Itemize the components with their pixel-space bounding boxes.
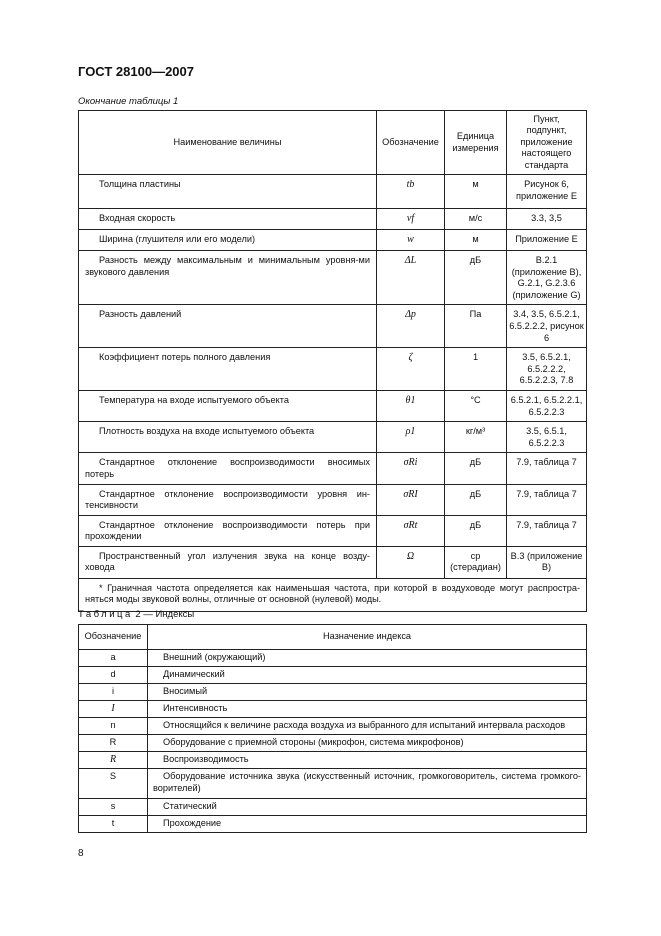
quantity-name: Коэффициент потерь полного давления: [99, 352, 271, 363]
table-row: [79, 799, 587, 816]
quantity-ref: 3.4, 3.5, 6.5.2.1, 6.5.2.2.2, рисунок 6: [507, 305, 587, 348]
index-meaning-cell: [148, 769, 587, 799]
table-header-row: [79, 111, 587, 175]
index-meaning: Интенсивность: [163, 703, 228, 713]
quantity-name-cell: [79, 348, 377, 391]
index-symbol: S: [79, 769, 148, 799]
quantity-name: Разность давлений: [99, 309, 182, 320]
quantity-ref: 7.9, таблица 7: [507, 453, 587, 484]
quantity-symbol: tb: [377, 175, 445, 209]
table-row: [79, 484, 587, 515]
quantity-ref: 6.5.2.1, 6.5.2.2.1, 6.5.2.2.3: [507, 390, 587, 421]
table-row: [79, 816, 587, 833]
table-row: [79, 175, 587, 209]
quantity-ref: В.3 (приложение В): [507, 546, 587, 578]
index-symbol: s: [79, 799, 148, 816]
table-row: [79, 752, 587, 769]
index-symbol: a: [79, 650, 148, 667]
quantity-unit: дБ: [445, 251, 507, 305]
quantity-name-cell: [79, 515, 377, 546]
quantity-name: Входная скорость: [99, 213, 176, 223]
quantity-name-cell: [79, 230, 377, 251]
quantity-symbol: θ1: [377, 390, 445, 421]
header-symbol: Обозначение: [377, 111, 445, 175]
index-symbol: n: [79, 718, 148, 735]
index-meaning-cell: [148, 718, 587, 735]
header-meaning: Назначение индекса: [148, 625, 587, 650]
index-meaning-cell: [148, 735, 587, 752]
quantity-ref: 3.3, 3,5: [507, 209, 587, 230]
quantity-name: Пространственный угол излучения звука на конце возду-ховода: [85, 550, 370, 573]
quantity-symbol: ζ: [377, 348, 445, 391]
quantity-symbol: w: [377, 230, 445, 251]
quantity-ref: 7.9, таблица 7: [507, 515, 587, 546]
quantity-name-cell: [79, 422, 377, 453]
header-ref: Пункт, подпункт, приложение настоящего стандарта: [507, 111, 587, 175]
footnote-text: * Граничная частота определяется как наименьшая частота, при которой в воздуховоде могут распростра-няться моды звуковой волны, отличные от основной (нулевой) моды.: [85, 582, 580, 605]
table-row: [79, 209, 587, 230]
quantity-unit: м: [445, 230, 507, 251]
quantity-symbol: Δp: [377, 305, 445, 348]
index-symbol: i: [79, 684, 148, 701]
quantity-unit: м: [445, 175, 507, 209]
quantity-name: Разность между максимальным и минимальным уровня-ми звукового давления: [85, 255, 370, 277]
table-row: [79, 769, 587, 799]
table-row: [79, 650, 587, 667]
index-meaning-cell: [148, 799, 587, 816]
quantity-name-cell: [79, 251, 377, 305]
index-meaning: Внешний (окружающий): [163, 652, 266, 662]
quantity-name: Ширина (глушителя или его модели): [99, 234, 256, 244]
table-row: [79, 422, 587, 453]
index-meaning-cell: [148, 701, 587, 718]
quantity-name-cell: [79, 305, 377, 348]
quantity-symbol: σRt: [377, 515, 445, 546]
index-symbol: R: [79, 735, 148, 752]
footnote-row: [79, 578, 587, 611]
index-meaning: Оборудование с приемной стороны (микрофон, система микрофонов): [163, 737, 464, 747]
index-meaning: Прохождение: [163, 818, 222, 828]
quantity-ref: 7.9, таблица 7: [507, 484, 587, 515]
quantity-name: Стандартное отклонение воспроизводимости вносимых потерь: [85, 457, 370, 479]
quantity-ref: Приложение Е: [507, 230, 587, 251]
indices-table: [78, 624, 587, 833]
header-name: Наименование величины: [79, 111, 377, 175]
quantity-name-cell: [79, 175, 377, 209]
index-meaning: Статический: [163, 801, 217, 811]
index-meaning: Воспроизводимость: [163, 754, 249, 764]
table2-caption: [78, 609, 194, 620]
table-row: [79, 453, 587, 484]
index-meaning-cell: [148, 752, 587, 769]
index-meaning-cell: [148, 650, 587, 667]
quantity-ref: 3.5, 6.5.1, 6.5.2.2.3: [507, 422, 587, 453]
index-meaning-cell: [148, 667, 587, 684]
index-symbol: t: [79, 816, 148, 833]
index-meaning: Вносимый: [163, 686, 208, 696]
quantity-unit: дБ: [445, 515, 507, 546]
table2-caption-rest: 2 — Индексы: [135, 609, 195, 620]
index-meaning: Относящийся к величине расхода воздуха из выбранного для испытаний интервала расходов: [163, 720, 566, 730]
quantity-unit: °С: [445, 390, 507, 421]
quantities-table: [78, 110, 587, 612]
quantity-unit: дБ: [445, 484, 507, 515]
table-row: [79, 348, 587, 391]
quantity-unit: кг/м³: [445, 422, 507, 453]
quantity-name-cell: [79, 484, 377, 515]
table-row: [79, 305, 587, 348]
table-row: [79, 735, 587, 752]
quantity-name: Толщина пластины: [99, 179, 181, 189]
index-meaning-cell: [148, 816, 587, 833]
table-row: [79, 390, 587, 421]
quantity-name-cell: [79, 453, 377, 484]
table1-caption: Окончание таблицы 1: [78, 96, 179, 107]
quantity-unit: 1: [445, 348, 507, 391]
table-row: [79, 515, 587, 546]
quantity-name-cell: [79, 209, 377, 230]
quantity-unit: ср (стерадиан): [445, 546, 507, 578]
quantity-symbol: Ω: [377, 546, 445, 578]
table-row: [79, 546, 587, 578]
table2-caption-prefix: Таблица: [78, 609, 133, 620]
quantity-name: Стандартное отклонение воспроизводимости уровня ин-тенсивности: [85, 488, 370, 511]
table-row: [79, 701, 587, 718]
quantity-name-cell: [79, 546, 377, 578]
table-row: [79, 718, 587, 735]
index-meaning: Оборудование источника звука (искусственный источник, громкоговоритель, система громкого-ворителей): [153, 771, 581, 793]
index-symbol: I: [79, 701, 148, 718]
index-symbol: d: [79, 667, 148, 684]
document-title: ГОСТ 28100—2007: [78, 64, 194, 79]
quantity-unit: м/с: [445, 209, 507, 230]
header-symbol: Обозначение: [79, 625, 148, 650]
quantity-symbol: σRI: [377, 484, 445, 515]
header-unit: Единица измерения: [445, 111, 507, 175]
quantity-symbol: vf: [377, 209, 445, 230]
index-meaning-cell: [148, 684, 587, 701]
quantity-symbol: ΔL: [377, 251, 445, 305]
quantity-symbol: σRi: [377, 453, 445, 484]
quantity-ref: 3.5, 6.5.2.1, 6.5.2.2.2, 6.5.2.2.3, 7.8: [507, 348, 587, 391]
table-row: [79, 684, 587, 701]
table-row: [79, 667, 587, 684]
quantity-unit: дБ: [445, 453, 507, 484]
quantity-name: Плотность воздуха на входе испытуемого объекта: [99, 426, 315, 437]
table-row: [79, 230, 587, 251]
quantity-unit: Па: [445, 305, 507, 348]
quantity-name-cell: [79, 390, 377, 421]
quantity-ref: В.2.1 (приложение В), G.2.1, G.2.3.6 (приложение G): [507, 251, 587, 305]
quantity-symbol: ρ1: [377, 422, 445, 453]
table-row: [79, 251, 587, 305]
index-meaning: Динамический: [163, 669, 225, 679]
page-number: 8: [78, 848, 84, 859]
quantity-ref: Рисунок 6, приложение Е: [507, 175, 587, 209]
quantity-name: Температура на входе испытуемого объекта: [99, 394, 289, 405]
table-header-row: [79, 625, 587, 650]
index-symbol: R: [79, 752, 148, 769]
quantity-name: Стандартное отклонение воспроизводимости потерь при прохождении: [85, 519, 370, 542]
